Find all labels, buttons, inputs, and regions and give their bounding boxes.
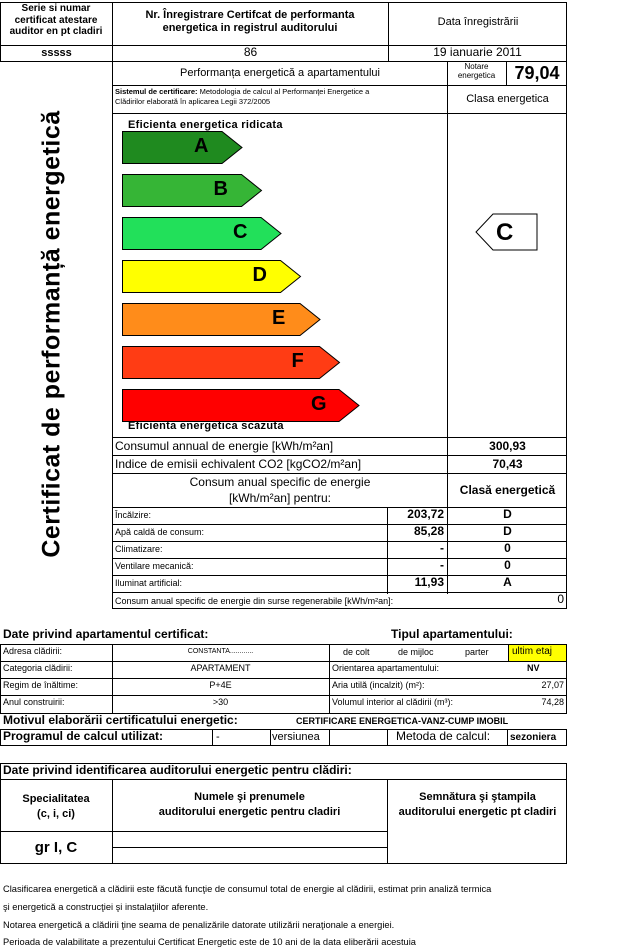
system-text-2: Clădirilor elaborată în aplicarea Legii 372/2005 [115, 97, 271, 107]
consumption-row-class: D [503, 524, 512, 538]
vertical-title: Certificat de performanță energetică [37, 110, 66, 558]
volume-label: Volumul interior al clădirii (m³): [332, 697, 454, 707]
apt-row-line-1 [0, 661, 567, 662]
energy-grade-d [122, 260, 303, 293]
score-label: Notare energetica [457, 62, 496, 80]
series-value: sssss [41, 47, 72, 59]
auditor-row-line-1 [112, 831, 388, 832]
version-label: versiunea [272, 731, 320, 743]
apt-col-line-2 [329, 644, 330, 714]
specific-label-2: [kWh/m²an] pentru: [228, 491, 332, 505]
year-label: Anul construirii: [3, 697, 65, 707]
method-label: Metoda de calcul: [396, 729, 491, 743]
energy-grade-c [122, 217, 283, 250]
top-floor-option: ultim etaj [512, 646, 553, 657]
system-text-1: Metodologia de calcul al Performanţei Energetice a [199, 87, 370, 96]
consumption-row-class: D [503, 507, 512, 521]
energy-grade-g [122, 389, 361, 422]
energy-grade-label: D [252, 264, 267, 286]
middle-option: de mijloc [398, 647, 434, 657]
apt-row-line-3 [0, 695, 567, 696]
sign-label-2: auditorului energetic pt cladiri [398, 806, 557, 818]
energy-grade-label: B [213, 178, 228, 200]
auditor-row-line-2 [112, 847, 388, 848]
consumption-row-value: - [440, 558, 444, 572]
system-text [115, 87, 369, 107]
registration-label: Nr. Înregistrare Certifcat de performanta energetica in registrul auditorului [145, 9, 355, 34]
area-label: Aria utilă (incalzit) (m²): [332, 680, 425, 690]
spec-label-1: Specialitatea [22, 793, 90, 805]
auditor-section-title: Date privind identificarea auditorului energetic pentru clădiri: [3, 763, 352, 777]
renewable-value: 0 [557, 592, 564, 606]
consumption-row-class: 0 [504, 558, 511, 572]
apartment-type-title: Tipul apartamentului: [391, 627, 513, 641]
score-value: 79,04 [514, 63, 560, 83]
scale-top-label: Eficienta energetica ridicata [128, 119, 283, 131]
consumption-row-label: Apă caldă de consum: [115, 527, 205, 537]
consumption-row-label: Încălzire: [115, 510, 152, 520]
consumption-row-label: Ventilare mecanică: [115, 561, 194, 571]
spec-value: gr I, C [34, 839, 78, 856]
corner-option: de colt [343, 647, 370, 657]
energy-grade-f [122, 346, 342, 379]
address-value: CONSTANTA............ [187, 648, 254, 655]
method-value: sezoniera [510, 732, 557, 743]
note-4: Perioada de valabilitate a prezentului Certificat Energetic este de 10 ani de la data eliberării acestuia [3, 937, 416, 947]
annual-consumption-value: 300,93 [489, 439, 526, 453]
address-label: Adresa clădirii: [3, 646, 63, 656]
scale-right-divider [447, 85, 448, 437]
program-col-4 [387, 729, 388, 746]
consumption-row-label: Climatizare: [115, 544, 163, 554]
note-1: Clasificarea energetică a clădirii este făcută funcţie de consumul total de energie al clădirii, estimat prin analiză termica [3, 884, 492, 894]
reason-label: Motivul elaborării certificatului energetic: [3, 713, 238, 727]
energy-grade-label: E [272, 307, 286, 329]
consumption-row-value: - [440, 541, 444, 555]
energy-grade-a [122, 131, 244, 164]
energy-grade-label: F [291, 350, 304, 372]
program-label: Programul de calcul utilizat: [3, 729, 164, 743]
sign-label-1: Semnătura şi ştampila [419, 791, 536, 803]
orientation-label: Orientarea apartamentului: [332, 663, 440, 673]
volume-value: 74,28 [541, 697, 564, 707]
program-value: - [216, 731, 220, 743]
reason-value: CERTIFICARE ENERGETICA-VANZ-CUMP IMOBIL [296, 716, 509, 726]
registration-number: 86 [243, 45, 258, 59]
auditor-spec-line [0, 831, 113, 832]
series-label: Serie si numar certificat atestare auditor en pt cladiri [9, 3, 103, 37]
co2-label: Indice de emisii echivalent CO2 [kgCO2/m²an] [115, 457, 362, 471]
class-label: Clasa energetica [466, 93, 549, 105]
ground-option: parter [465, 647, 489, 657]
performance-title: Performanța energetică a apartamentului [180, 67, 380, 79]
height-value: P+4E [209, 680, 232, 690]
system-label: Sistemul de certificare: [115, 87, 198, 96]
energy-grade-label: A [194, 135, 209, 157]
note-2: şi energetică a construcţiei şi instalaţiilor aferente. [3, 902, 209, 912]
spec-label-2: (c, i, ci) [37, 808, 75, 820]
consumption-row-class: A [503, 575, 512, 589]
date-label: Data înregistrării [437, 16, 519, 28]
program-col-2 [270, 729, 271, 746]
program-col-1 [212, 729, 213, 746]
category-value: APARTAMENT [190, 663, 251, 673]
apt-row-line-2 [0, 678, 567, 679]
category-label: Categoria clădirii: [3, 663, 73, 673]
scale-bottom-label: Eficienta energetica scazuta [128, 420, 284, 432]
energy-grade-label: C [233, 221, 248, 243]
value-column-divider [387, 507, 388, 594]
consumption-row-value: 11,93 [414, 575, 444, 589]
renewable-label: Consum anual specific de energie din surse regenerabile [kWh/m²an]: [115, 596, 394, 606]
registration-date: 19 ianuarie 2011 [433, 45, 522, 59]
consumption-row-value: 85,28 [413, 524, 444, 538]
orientation-value: NV [527, 663, 540, 673]
note-3: Notarea energetică a clădirii ţine seama de penalizările datorate utilizării neraţionale a energiei. [3, 920, 395, 930]
name-label-2: auditorului energetic pentru cladiri [158, 806, 341, 818]
energy-grade-e [122, 303, 322, 336]
year-value: >30 [212, 697, 229, 707]
consumption-row-label: Iluminat artificial: [115, 578, 183, 588]
program-col-3 [329, 729, 330, 746]
consumption-row-value: 203,72 [407, 507, 444, 521]
apartment-section-title: Date privind apartamentul certificat: [3, 627, 209, 641]
class-header: Clasă energetică [459, 483, 556, 497]
program-col-5 [507, 729, 508, 746]
annual-consumption-label: Consumul annual de energie [kWh/m²an] [115, 439, 334, 453]
energy-grade-label: G [311, 393, 327, 415]
co2-value: 70,43 [492, 457, 523, 471]
assigned-class-letter: C [496, 219, 514, 246]
height-label: Regim de înăltime: [3, 680, 79, 690]
consumption-row-class: 0 [504, 541, 511, 555]
name-label-1: Numele şi prenumele [194, 791, 305, 803]
energy-grade-b [122, 174, 264, 207]
specific-label-1: Consum anual specific de energie [189, 475, 371, 489]
area-value: 27,07 [541, 680, 564, 690]
